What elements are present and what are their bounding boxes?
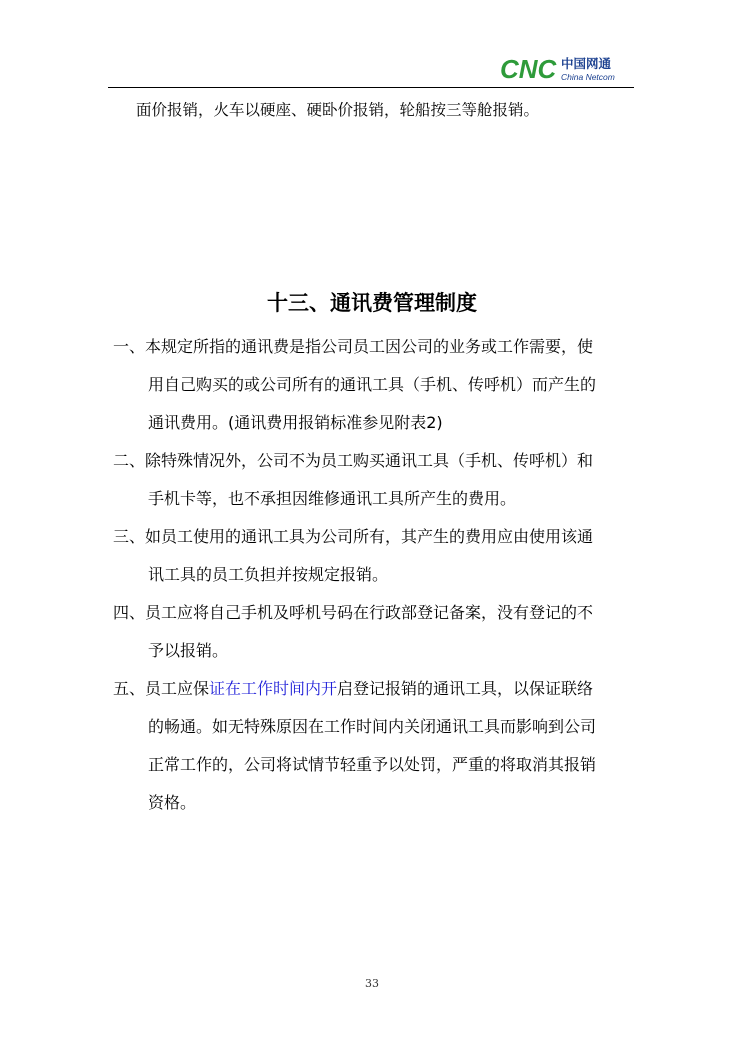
header-divider <box>108 87 634 88</box>
clause-4 <box>113 594 643 670</box>
logo-english-text: China Netcom <box>561 72 615 82</box>
clause-line: 通讯费用。(通讯费用报销标准参见附表2) <box>148 413 443 432</box>
cnc-logo-graphic <box>498 54 638 84</box>
clause-line: 讯工具的员工负担并按规定报销。 <box>148 565 389 584</box>
section-title: 十三、通讯费管理制度 <box>267 291 477 315</box>
clause-line: 予以报销。 <box>148 641 229 660</box>
clause-line: 四、员工应将自己手机及呼机号码在行政部登记备案，没有登记的不 <box>113 603 594 622</box>
clause-line: 手机卡等，也不承担因维修通讯工具所产生的费用。 <box>148 489 517 508</box>
highlighted-text: 证在工作时间内开 <box>209 679 338 698</box>
carryover-paragraph: 面价报销，火车以硬座、硬卧价报销，轮船按三等舱报销。 <box>136 101 540 119</box>
clause-text: 五、员工应保 <box>113 679 210 698</box>
clause-text: 启登记报销的通讯工具，以保证联络 <box>337 679 594 698</box>
clause-2 <box>113 442 643 518</box>
clause-line: 用自己购买的或公司所有的通讯工具（手机、传呼机）而产生的 <box>148 375 597 394</box>
clause-line: 一、本规定所指的通讯费是指公司员工因公司的业务或工作需要，使 <box>113 337 594 356</box>
clause-line: 的畅通。如无特殊原因在工作时间内关闭通讯工具而影响到公司 <box>148 717 597 736</box>
clause-line: 三、如员工使用的通讯工具为公司所有，其产生的费用应由使用该通 <box>113 527 594 546</box>
company-logo <box>498 54 638 84</box>
clause-line: 正常工作的，公司将试情节轻重予以处罚，严重的将取消其报销 <box>148 755 597 774</box>
logo-mark-text: CNC <box>500 54 557 84</box>
clause-3 <box>113 518 643 594</box>
logo-chinese-text: 中国网通 <box>561 56 612 71</box>
clause-list <box>113 328 643 822</box>
clause-line <box>113 670 643 708</box>
clause-5 <box>113 670 643 822</box>
clause-line: 资格。 <box>148 793 197 812</box>
clause-line: 二、除特殊情况外，公司不为员工购买通讯工具（手机、传呼机）和 <box>113 451 594 470</box>
page-number: 33 <box>365 977 379 990</box>
clause-1 <box>113 328 643 442</box>
